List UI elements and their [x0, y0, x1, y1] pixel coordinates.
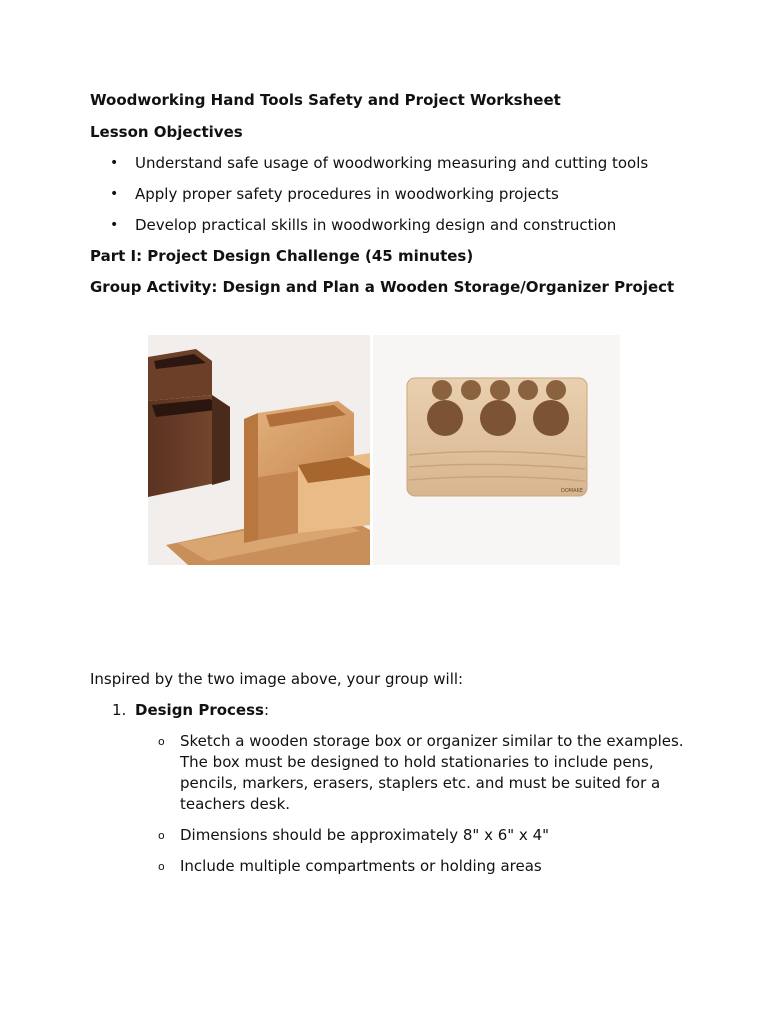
- objective-item: • Apply proper safety procedures in woodworking projects: [110, 185, 559, 203]
- wooden-pen-holder-image: [373, 335, 620, 565]
- sub-bullet-marker: o: [158, 829, 165, 842]
- example-images: [148, 335, 620, 565]
- instructions-intro: Inspired by the two image above, your group will:: [90, 670, 464, 688]
- substep-item: o Sketch a wooden storage box or organizer similar to the examples. The box must be designed to hold stationaries to include pens, pencils, markers, erasers, staplers etc. and must be suited for a teachers desk.: [158, 732, 684, 813]
- objectives-heading: Lesson Objectives: [90, 123, 243, 141]
- wooden-desk-organizer-illustration: [148, 335, 370, 565]
- substep-item: o Dimensions should be approximately 8" x 6" x 4": [158, 826, 550, 844]
- substep-item: o Include multiple compartments or holding areas: [158, 857, 542, 875]
- objectives-list: [90, 153, 690, 236]
- sub-bullet-marker: o: [158, 735, 165, 748]
- substeps-list: [135, 731, 690, 877]
- wooden-desk-organizer-image: [148, 335, 370, 565]
- bullet-marker: •: [110, 217, 119, 233]
- worksheet-page: [90, 90, 690, 298]
- wooden-pen-holder-illustration: [373, 335, 620, 565]
- objective-item: • Develop practical skills in woodworking design and construction: [110, 216, 617, 234]
- part-one-heading: Part I: Project Design Challenge (45 minutes): [90, 247, 474, 265]
- worksheet-title: Woodworking Hand Tools Safety and Project Worksheet: [90, 91, 561, 109]
- objective-item: • Understand safe usage of woodworking measuring and cutting tools: [110, 154, 649, 172]
- group-activity-heading: Group Activity: Design and Plan a Wooden Storage/Organizer Project: [90, 278, 675, 296]
- instructions-section: [90, 669, 690, 887]
- step-item: 1. Design Process: o Sketch a wooden storage box or organizer similar to the examples. The box must be designed to hold stationaries to include pens, pencils, markers, erasers, staplers etc. and must be suited for a teachers desk. o Dimensions should be approximately 8" x 6" x 4" o Include multiple compartments or holding areas: [90, 700, 690, 877]
- bullet-marker: •: [110, 155, 119, 171]
- step-number: 1.: [112, 701, 127, 719]
- brand-mark: DOMAKE: [561, 488, 583, 494]
- steps-list: [90, 700, 690, 877]
- bullet-marker: •: [110, 186, 119, 202]
- step-label: Design Process: [135, 701, 264, 719]
- sub-bullet-marker: o: [158, 860, 165, 873]
